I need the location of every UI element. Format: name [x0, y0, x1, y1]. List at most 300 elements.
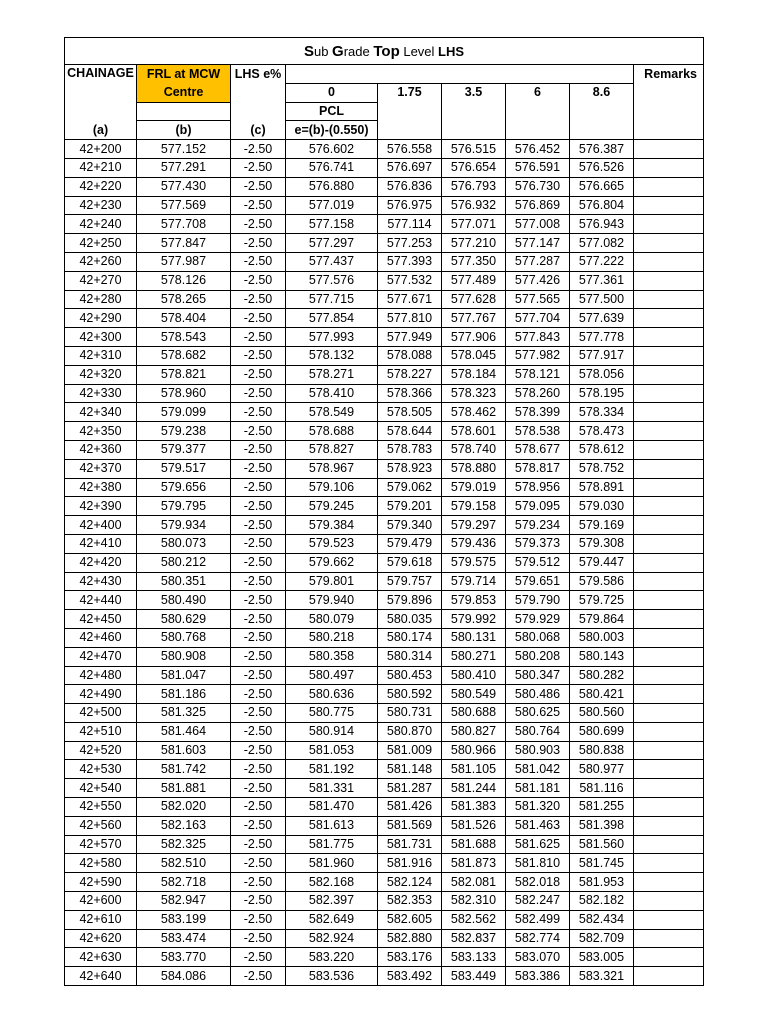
pcl-cell: 577.576 — [286, 271, 378, 290]
offset-3-5-cell: 576.515 — [442, 140, 506, 159]
chainage-cell: 42+410 — [65, 534, 137, 553]
frl-cell: 581.464 — [137, 722, 231, 741]
offset-1-75-cell: 583.176 — [378, 948, 442, 967]
offset-8-6-cell: 578.334 — [570, 403, 634, 422]
pcl-cell: 577.854 — [286, 309, 378, 328]
title-part: Top — [373, 42, 400, 60]
offset-3-5-cell: 580.827 — [442, 722, 506, 741]
table-row — [65, 779, 704, 798]
frl-cell: 577.152 — [137, 140, 231, 159]
remarks-header: Remarks — [634, 65, 704, 84]
chainage-cell: 42+300 — [65, 328, 137, 347]
letter-header: (a) — [65, 121, 137, 140]
lhs-cell: -2.50 — [231, 854, 286, 873]
pcl-cell: 578.688 — [286, 422, 378, 441]
chainage-cell: 42+250 — [65, 234, 137, 253]
pcl-cell: 581.053 — [286, 741, 378, 760]
chainage-cell: 42+310 — [65, 346, 137, 365]
remarks-cell — [634, 666, 704, 685]
frl-cell: 577.847 — [137, 234, 231, 253]
pcl-cell: 579.662 — [286, 553, 378, 572]
remarks-cell — [634, 929, 704, 948]
offset-6-cell: 580.208 — [506, 647, 570, 666]
offset-1-75-cell: 581.731 — [378, 835, 442, 854]
lhs-cell: -2.50 — [231, 497, 286, 516]
remarks-cell — [634, 948, 704, 967]
pcl-cell: 577.158 — [286, 215, 378, 234]
table-row — [65, 685, 704, 704]
subgrade-level-table — [64, 37, 704, 986]
offset-8-6-cell: 578.056 — [570, 365, 634, 384]
offset-6-cell: 582.018 — [506, 873, 570, 892]
offset-8-6-cell: 576.526 — [570, 158, 634, 177]
offset-6-cell: 581.463 — [506, 816, 570, 835]
offset-8-6-cell: 579.725 — [570, 591, 634, 610]
lhs-cell: -2.50 — [231, 309, 286, 328]
remarks-cell — [634, 252, 704, 271]
offset-3-5-cell: 578.184 — [442, 365, 506, 384]
header-spacer — [506, 102, 570, 121]
pcl-cell: 578.827 — [286, 440, 378, 459]
table-row — [65, 929, 704, 948]
chainage-cell: 42+590 — [65, 873, 137, 892]
table-row — [65, 741, 704, 760]
header-spacer — [634, 102, 704, 121]
offset-group-header — [286, 65, 634, 84]
offset-1-75-cell: 577.949 — [378, 328, 442, 347]
offset-6-cell: 576.730 — [506, 177, 570, 196]
table-row — [65, 234, 704, 253]
offset-8-6-cell: 578.473 — [570, 422, 634, 441]
offset-header: 1.75 — [378, 83, 442, 102]
offset-1-75-cell: 582.353 — [378, 892, 442, 911]
offset-1-75-cell: 578.088 — [378, 346, 442, 365]
lhs-cell: -2.50 — [231, 158, 286, 177]
chainage-cell: 42+440 — [65, 591, 137, 610]
frl-cell: 579.934 — [137, 516, 231, 535]
pcl-cell: 576.602 — [286, 140, 378, 159]
chainage-cell: 42+460 — [65, 628, 137, 647]
offset-8-6-cell: 576.943 — [570, 215, 634, 234]
remarks-cell — [634, 234, 704, 253]
remarks-cell — [634, 572, 704, 591]
offset-6-cell: 576.591 — [506, 158, 570, 177]
offset-8-6-cell: 579.447 — [570, 553, 634, 572]
table-title — [65, 38, 704, 65]
offset-6-cell: 578.677 — [506, 440, 570, 459]
remarks-cell — [634, 309, 704, 328]
offset-3-5-cell: 577.628 — [442, 290, 506, 309]
pcl-cell: 579.384 — [286, 516, 378, 535]
header-spacer — [231, 102, 286, 121]
chainage-cell: 42+530 — [65, 760, 137, 779]
pcl-cell: 576.880 — [286, 177, 378, 196]
frl-cell: 578.682 — [137, 346, 231, 365]
offset-8-6-cell: 576.387 — [570, 140, 634, 159]
frl-cell: 578.543 — [137, 328, 231, 347]
lhs-cell: -2.50 — [231, 610, 286, 629]
lhs-cell: -2.50 — [231, 779, 286, 798]
offset-1-75-cell: 580.314 — [378, 647, 442, 666]
chainage-cell: 42+280 — [65, 290, 137, 309]
pcl-cell: 579.940 — [286, 591, 378, 610]
offset-6-cell: 581.181 — [506, 779, 570, 798]
pcl-cell: 580.079 — [286, 610, 378, 629]
lhs-cell: -2.50 — [231, 328, 286, 347]
table-row — [65, 892, 704, 911]
table-row — [65, 516, 704, 535]
chainage-cell: 42+230 — [65, 196, 137, 215]
frl-cell: 580.629 — [137, 610, 231, 629]
offset-3-5-cell: 579.853 — [442, 591, 506, 610]
lhs-header: LHS e% — [231, 65, 286, 84]
offset-1-75-cell: 580.592 — [378, 685, 442, 704]
offset-6-cell: 576.869 — [506, 196, 570, 215]
offset-1-75-cell: 577.671 — [378, 290, 442, 309]
offset-1-75-cell: 577.532 — [378, 271, 442, 290]
offset-1-75-cell: 579.896 — [378, 591, 442, 610]
offset-8-6-cell: 576.665 — [570, 177, 634, 196]
offset-8-6-cell: 579.586 — [570, 572, 634, 591]
remarks-cell — [634, 534, 704, 553]
chainage-cell: 42+490 — [65, 685, 137, 704]
offset-6-cell: 579.929 — [506, 610, 570, 629]
lhs-cell: -2.50 — [231, 741, 286, 760]
remarks-cell — [634, 497, 704, 516]
pcl-cell: 581.775 — [286, 835, 378, 854]
pcl-cell: 579.245 — [286, 497, 378, 516]
offset-8-6-cell: 578.195 — [570, 384, 634, 403]
pcl-cell: 577.437 — [286, 252, 378, 271]
remarks-cell — [634, 704, 704, 723]
frl-cell: 581.742 — [137, 760, 231, 779]
frl-cell: 584.086 — [137, 967, 231, 986]
offset-6-cell: 577.843 — [506, 328, 570, 347]
pcl-cell: 578.967 — [286, 459, 378, 478]
lhs-cell: -2.50 — [231, 647, 286, 666]
remarks-cell — [634, 403, 704, 422]
header-spacer — [378, 102, 442, 121]
pcl-cell: 580.775 — [286, 704, 378, 723]
offset-3-5-cell: 580.549 — [442, 685, 506, 704]
offset-3-5-cell: 578.045 — [442, 346, 506, 365]
offset-3-5-cell: 578.880 — [442, 459, 506, 478]
lhs-cell: -2.50 — [231, 948, 286, 967]
pcl-cell: 580.636 — [286, 685, 378, 704]
frl-cell: 578.265 — [137, 290, 231, 309]
offset-1-75-cell: 580.035 — [378, 610, 442, 629]
offset-3-5-cell: 582.837 — [442, 929, 506, 948]
offset-8-6-cell: 582.434 — [570, 910, 634, 929]
offset-6-cell: 580.068 — [506, 628, 570, 647]
offset-3-5-cell: 580.688 — [442, 704, 506, 723]
table-row — [65, 271, 704, 290]
offset-6-cell: 577.147 — [506, 234, 570, 253]
offset-6-cell: 579.095 — [506, 497, 570, 516]
pcl-cell: 583.536 — [286, 967, 378, 986]
offset-3-5-cell: 579.297 — [442, 516, 506, 535]
frl-cell: 580.490 — [137, 591, 231, 610]
remarks-cell — [634, 967, 704, 986]
lhs-cell: -2.50 — [231, 666, 286, 685]
chainage-cell: 42+610 — [65, 910, 137, 929]
offset-3-5-cell: 578.601 — [442, 422, 506, 441]
pcl-cell: 581.960 — [286, 854, 378, 873]
chainage-cell: 42+340 — [65, 403, 137, 422]
formula-header: e=(b)-(0.550) — [286, 121, 378, 140]
frl-cell: 583.474 — [137, 929, 231, 948]
offset-8-6-cell: 580.282 — [570, 666, 634, 685]
offset-3-5-cell: 581.105 — [442, 760, 506, 779]
remarks-cell — [634, 459, 704, 478]
offset-1-75-cell: 579.757 — [378, 572, 442, 591]
chainage-cell: 42+400 — [65, 516, 137, 535]
lhs-cell: -2.50 — [231, 422, 286, 441]
pcl-cell: 578.271 — [286, 365, 378, 384]
chainage-cell: 42+520 — [65, 741, 137, 760]
frl-cell: 577.291 — [137, 158, 231, 177]
frl-cell: 582.325 — [137, 835, 231, 854]
table-row — [65, 440, 704, 459]
offset-6-cell: 582.499 — [506, 910, 570, 929]
offset-1-75-cell: 582.880 — [378, 929, 442, 948]
pcl-cell: 577.019 — [286, 196, 378, 215]
offset-8-6-cell: 583.321 — [570, 967, 634, 986]
remarks-cell — [634, 365, 704, 384]
lhs-cell: -2.50 — [231, 967, 286, 986]
offset-3-5-cell: 576.654 — [442, 158, 506, 177]
pcl-cell: 578.132 — [286, 346, 378, 365]
table-row — [65, 140, 704, 159]
remarks-cell — [634, 628, 704, 647]
offset-3-5-cell: 580.410 — [442, 666, 506, 685]
remarks-cell — [634, 591, 704, 610]
offset-8-6-cell: 582.182 — [570, 892, 634, 911]
frl-cell: 578.821 — [137, 365, 231, 384]
pcl-cell: 582.924 — [286, 929, 378, 948]
remarks-cell — [634, 854, 704, 873]
offset-8-6-cell: 580.699 — [570, 722, 634, 741]
table-row — [65, 798, 704, 817]
lhs-cell: -2.50 — [231, 516, 286, 535]
remarks-cell — [634, 346, 704, 365]
offset-6-cell: 582.247 — [506, 892, 570, 911]
pcl-cell: 579.523 — [286, 534, 378, 553]
remarks-cell — [634, 328, 704, 347]
frl-cell: 579.377 — [137, 440, 231, 459]
remarks-cell — [634, 478, 704, 497]
chainage-cell: 42+360 — [65, 440, 137, 459]
offset-6-cell: 580.486 — [506, 685, 570, 704]
offset-6-cell: 580.347 — [506, 666, 570, 685]
lhs-cell: -2.50 — [231, 873, 286, 892]
offset-6-cell: 579.512 — [506, 553, 570, 572]
offset-1-75-cell: 579.479 — [378, 534, 442, 553]
lhs-cell: -2.50 — [231, 628, 286, 647]
offset-6-cell: 581.042 — [506, 760, 570, 779]
remarks-cell — [634, 271, 704, 290]
table-row — [65, 835, 704, 854]
chainage-cell: 42+580 — [65, 854, 137, 873]
frl-cell: 580.908 — [137, 647, 231, 666]
offset-6-cell: 581.625 — [506, 835, 570, 854]
lhs-cell: -2.50 — [231, 722, 286, 741]
offset-3-5-cell: 579.436 — [442, 534, 506, 553]
offset-8-6-cell: 577.361 — [570, 271, 634, 290]
offset-3-5-cell: 578.462 — [442, 403, 506, 422]
letter-header: (c) — [231, 121, 286, 140]
lhs-cell: -2.50 — [231, 760, 286, 779]
lhs-cell: -2.50 — [231, 685, 286, 704]
chainage-cell: 42+620 — [65, 929, 137, 948]
pcl-cell: 583.220 — [286, 948, 378, 967]
offset-6-cell: 577.982 — [506, 346, 570, 365]
header-spacer — [634, 83, 704, 102]
offset-8-6-cell: 580.977 — [570, 760, 634, 779]
frl-cell: 579.099 — [137, 403, 231, 422]
frl-cell: 581.047 — [137, 666, 231, 685]
frl-cell: 578.126 — [137, 271, 231, 290]
offset-1-75-cell: 580.731 — [378, 704, 442, 723]
offset-1-75-cell: 576.697 — [378, 158, 442, 177]
chainage-cell: 42+330 — [65, 384, 137, 403]
offset-6-cell: 579.651 — [506, 572, 570, 591]
chainage-cell: 42+240 — [65, 215, 137, 234]
offset-8-6-cell: 581.255 — [570, 798, 634, 817]
pcl-cell: 582.397 — [286, 892, 378, 911]
pcl-cell: 581.192 — [286, 760, 378, 779]
offset-1-75-cell: 578.505 — [378, 403, 442, 422]
offset-3-5-cell: 577.906 — [442, 328, 506, 347]
offset-3-5-cell: 577.350 — [442, 252, 506, 271]
frl-cell: 580.768 — [137, 628, 231, 647]
offset-3-5-cell: 579.575 — [442, 553, 506, 572]
offset-8-6-cell: 577.917 — [570, 346, 634, 365]
chainage-cell: 42+450 — [65, 610, 137, 629]
offset-3-5-cell: 580.131 — [442, 628, 506, 647]
table-row — [65, 722, 704, 741]
title-part: S — [303, 42, 314, 60]
offset-6-cell: 583.386 — [506, 967, 570, 986]
chainage-cell: 42+260 — [65, 252, 137, 271]
offset-1-75-cell: 582.124 — [378, 873, 442, 892]
offset-6-cell: 580.764 — [506, 722, 570, 741]
offset-6-cell: 579.790 — [506, 591, 570, 610]
offset-8-6-cell: 579.864 — [570, 610, 634, 629]
lhs-cell: -2.50 — [231, 572, 286, 591]
offset-3-5-cell: 578.323 — [442, 384, 506, 403]
offset-6-cell: 577.008 — [506, 215, 570, 234]
lhs-cell: -2.50 — [231, 290, 286, 309]
offset-1-75-cell: 581.009 — [378, 741, 442, 760]
lhs-cell: -2.50 — [231, 177, 286, 196]
lhs-cell: -2.50 — [231, 591, 286, 610]
title-part: Level — [399, 43, 439, 59]
table-row — [65, 365, 704, 384]
remarks-cell — [634, 440, 704, 459]
pcl-cell: 581.470 — [286, 798, 378, 817]
table-row — [65, 591, 704, 610]
pcl-cell: 579.106 — [286, 478, 378, 497]
offset-3-5-cell: 577.071 — [442, 215, 506, 234]
pcl-cell: 581.331 — [286, 779, 378, 798]
offset-header: 6 — [506, 83, 570, 102]
table-row — [65, 704, 704, 723]
offset-6-cell: 578.399 — [506, 403, 570, 422]
offset-1-75-cell: 578.644 — [378, 422, 442, 441]
table-row — [65, 459, 704, 478]
remarks-cell — [634, 873, 704, 892]
lhs-cell: -2.50 — [231, 384, 286, 403]
lhs-cell: -2.50 — [231, 910, 286, 929]
offset-3-5-cell: 576.932 — [442, 196, 506, 215]
chainage-cell: 42+540 — [65, 779, 137, 798]
offset-1-75-cell: 579.201 — [378, 497, 442, 516]
lhs-cell: -2.50 — [231, 892, 286, 911]
offset-6-cell: 579.373 — [506, 534, 570, 553]
table-row — [65, 910, 704, 929]
header-spacer — [570, 102, 634, 121]
offset-1-75-cell: 582.605 — [378, 910, 442, 929]
lhs-cell: -2.50 — [231, 234, 286, 253]
offset-3-5-cell: 581.688 — [442, 835, 506, 854]
offset-header: 0 — [286, 83, 378, 102]
offset-8-6-cell: 576.804 — [570, 196, 634, 215]
remarks-cell — [634, 798, 704, 817]
header-spacer — [442, 102, 506, 121]
offset-8-6-cell: 580.421 — [570, 685, 634, 704]
offset-1-75-cell: 581.426 — [378, 798, 442, 817]
header-spacer — [570, 121, 634, 140]
offset-6-cell: 577.426 — [506, 271, 570, 290]
frl-cell: 581.881 — [137, 779, 231, 798]
offset-6-cell: 583.070 — [506, 948, 570, 967]
table-row — [65, 572, 704, 591]
offset-1-75-cell: 579.618 — [378, 553, 442, 572]
chainage-cell: 42+570 — [65, 835, 137, 854]
offset-1-75-cell: 579.340 — [378, 516, 442, 535]
chainage-cell: 42+290 — [65, 309, 137, 328]
lhs-cell: -2.50 — [231, 271, 286, 290]
offset-3-5-cell: 579.158 — [442, 497, 506, 516]
remarks-cell — [634, 553, 704, 572]
lhs-cell: -2.50 — [231, 534, 286, 553]
remarks-cell — [634, 158, 704, 177]
frl-cell: 577.708 — [137, 215, 231, 234]
table-row — [65, 553, 704, 572]
chainage-cell: 42+370 — [65, 459, 137, 478]
offset-1-75-cell: 581.569 — [378, 816, 442, 835]
offset-1-75-cell: 576.558 — [378, 140, 442, 159]
offset-8-6-cell: 579.308 — [570, 534, 634, 553]
offset-8-6-cell: 581.560 — [570, 835, 634, 854]
remarks-cell — [634, 892, 704, 911]
table-row — [65, 873, 704, 892]
offset-1-75-cell: 576.836 — [378, 177, 442, 196]
offset-1-75-cell: 577.393 — [378, 252, 442, 271]
remarks-cell — [634, 835, 704, 854]
lhs-cell: -2.50 — [231, 835, 286, 854]
lhs-cell: -2.50 — [231, 929, 286, 948]
chainage-cell: 42+420 — [65, 553, 137, 572]
offset-8-6-cell: 582.709 — [570, 929, 634, 948]
table-row — [65, 948, 704, 967]
offset-3-5-cell: 581.244 — [442, 779, 506, 798]
remarks-cell — [634, 140, 704, 159]
offset-3-5-cell: 581.873 — [442, 854, 506, 873]
offset-8-6-cell: 577.222 — [570, 252, 634, 271]
offset-1-75-cell: 578.227 — [378, 365, 442, 384]
